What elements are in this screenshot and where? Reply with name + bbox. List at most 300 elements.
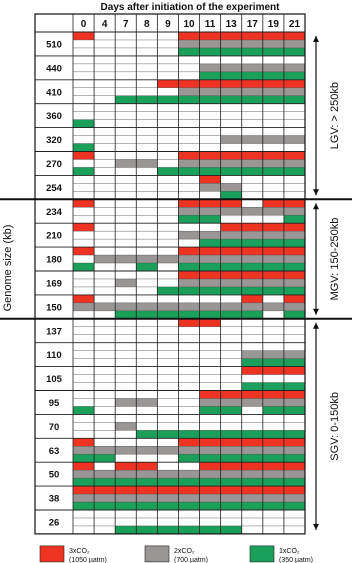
- presence-cell-1x: [178, 502, 199, 510]
- genome-size-label: 137: [46, 326, 62, 338]
- presence-cell-1x: [200, 263, 221, 271]
- presence-cell-3x: [73, 462, 94, 470]
- presence-cell-1x: [200, 72, 221, 80]
- presence-cell-2x: [263, 398, 284, 406]
- genome-size-label: 150: [46, 302, 62, 314]
- empty-cell: [284, 343, 305, 351]
- presence-cell-1x: [263, 48, 284, 56]
- empty-cell: [73, 191, 94, 199]
- presence-cell-2x: [242, 494, 263, 502]
- empty-cell: [178, 183, 199, 191]
- presence-cell-3x: [242, 223, 263, 231]
- legend-swatch: [250, 546, 274, 562]
- empty-cell: [94, 518, 115, 526]
- empty-cell: [94, 279, 115, 287]
- presence-cell-1x: [263, 359, 284, 367]
- empty-cell: [136, 40, 157, 48]
- empty-cell: [94, 430, 115, 438]
- empty-cell: [284, 104, 305, 112]
- empty-cell: [157, 152, 178, 160]
- empty-cell: [73, 159, 94, 167]
- presence-cell-1x: [157, 502, 178, 510]
- empty-cell: [94, 80, 115, 88]
- empty-cell: [157, 438, 178, 446]
- presence-cell-2x: [284, 470, 305, 478]
- empty-cell: [263, 175, 284, 183]
- presence-cell-2x: [73, 446, 94, 454]
- empty-cell: [263, 327, 284, 335]
- presence-cell-3x: [73, 295, 94, 303]
- presence-cell-2x: [284, 136, 305, 144]
- empty-cell: [242, 327, 263, 335]
- empty-cell: [221, 343, 242, 351]
- empty-cell: [136, 383, 157, 391]
- presence-cell-2x: [73, 303, 94, 311]
- empty-cell: [73, 430, 94, 438]
- empty-cell: [136, 80, 157, 88]
- presence-cell-2x: [200, 183, 221, 191]
- presence-cell-1x: [136, 263, 157, 271]
- presence-cell-3x: [221, 80, 242, 88]
- presence-cell-2x: [242, 88, 263, 96]
- empty-cell: [136, 351, 157, 359]
- empty-cell: [115, 391, 136, 399]
- empty-cell: [284, 120, 305, 128]
- presence-cell-1x: [221, 263, 242, 271]
- empty-cell: [94, 327, 115, 335]
- empty-cell: [115, 231, 136, 239]
- empty-cell: [73, 335, 94, 343]
- empty-cell: [94, 191, 115, 199]
- presence-cell-1x: [157, 311, 178, 319]
- presence-cell-2x: [115, 303, 136, 311]
- presence-cell-1x: [242, 72, 263, 80]
- presence-cell-3x: [221, 152, 242, 160]
- empty-cell: [178, 414, 199, 422]
- empty-cell: [94, 414, 115, 422]
- presence-cell-3x: [178, 152, 199, 160]
- empty-cell: [136, 359, 157, 367]
- empty-cell: [263, 104, 284, 112]
- presence-cell-3x: [263, 367, 284, 375]
- presence-cell-3x: [284, 223, 305, 231]
- empty-cell: [115, 112, 136, 120]
- presence-cell-1x: [284, 72, 305, 80]
- presence-cell-1x: [263, 239, 284, 247]
- presence-cell-1x: [73, 120, 94, 128]
- empty-cell: [94, 136, 115, 144]
- presence-cell-2x: [115, 446, 136, 454]
- presence-cell-2x: [200, 40, 221, 48]
- empty-cell: [73, 343, 94, 351]
- presence-cell-2x: [178, 231, 199, 239]
- presence-cell-1x: [200, 287, 221, 295]
- presence-cell-2x: [200, 231, 221, 239]
- empty-cell: [157, 279, 178, 287]
- presence-cell-3x: [242, 32, 263, 40]
- presence-cell-3x: [221, 199, 242, 207]
- presence-cell-1x: [73, 478, 94, 486]
- empty-cell: [115, 335, 136, 343]
- empty-cell: [157, 406, 178, 414]
- empty-cell: [263, 422, 284, 430]
- empty-cell: [115, 239, 136, 247]
- empty-cell: [136, 207, 157, 215]
- empty-cell: [115, 183, 136, 191]
- empty-cell: [157, 239, 178, 247]
- empty-cell: [136, 454, 157, 462]
- presence-cell-3x: [284, 367, 305, 375]
- empty-cell: [178, 359, 199, 367]
- empty-cell: [94, 175, 115, 183]
- presence-cell-2x: [221, 64, 242, 72]
- presence-cell-2x: [284, 398, 305, 406]
- presence-cell-1x: [242, 454, 263, 462]
- presence-cell-3x: [73, 438, 94, 446]
- empty-cell: [73, 255, 94, 263]
- empty-cell: [94, 72, 115, 80]
- empty-cell: [221, 383, 242, 391]
- presence-cell-1x: [242, 359, 263, 367]
- presence-cell-2x: [94, 303, 115, 311]
- empty-cell: [136, 295, 157, 303]
- presence-cell-3x: [221, 486, 242, 494]
- presence-cell-3x: [200, 486, 221, 494]
- presence-cell-3x: [284, 486, 305, 494]
- presence-cell-1x: [221, 48, 242, 56]
- presence-cell-2x: [200, 446, 221, 454]
- presence-cell-1x: [242, 263, 263, 271]
- empty-cell: [136, 136, 157, 144]
- empty-cell: [200, 367, 221, 375]
- presence-cell-2x: [263, 446, 284, 454]
- empty-cell: [284, 175, 305, 183]
- presence-cell-2x: [178, 255, 199, 263]
- empty-cell: [136, 518, 157, 526]
- presence-cell-2x: [200, 279, 221, 287]
- genome-size-label: 110: [46, 350, 62, 362]
- presence-cell-1x: [284, 287, 305, 295]
- presence-cell-3x: [178, 247, 199, 255]
- presence-cell-1x: [284, 263, 305, 271]
- presence-cell-2x: [263, 303, 284, 311]
- empty-cell: [115, 359, 136, 367]
- presence-cell-2x: [221, 494, 242, 502]
- presence-cell-3x: [263, 462, 284, 470]
- presence-cell-3x: [178, 438, 199, 446]
- presence-cell-1x: [200, 167, 221, 175]
- empty-cell: [73, 231, 94, 239]
- presence-cell-1x: [157, 96, 178, 104]
- presence-cell-1x: [73, 144, 94, 152]
- empty-cell: [178, 175, 199, 183]
- empty-cell: [115, 80, 136, 88]
- empty-cell: [94, 239, 115, 247]
- empty-cell: [94, 231, 115, 239]
- empty-cell: [263, 120, 284, 128]
- presence-cell-2x: [136, 159, 157, 167]
- presence-cell-3x: [284, 80, 305, 88]
- empty-cell: [115, 104, 136, 112]
- presence-cell-2x: [242, 279, 263, 287]
- empty-cell: [73, 422, 94, 430]
- empty-cell: [242, 319, 263, 327]
- empty-cell: [242, 56, 263, 64]
- legend-sublabel: (350 µatm): [279, 556, 313, 563]
- empty-cell: [73, 359, 94, 367]
- empty-cell: [94, 391, 115, 399]
- empty-cell: [115, 40, 136, 48]
- genome-size-label: 26: [48, 517, 60, 529]
- presence-cell-3x: [200, 80, 221, 88]
- presence-cell-1x: [178, 48, 199, 56]
- presence-cell-1x: [221, 239, 242, 247]
- empty-cell: [178, 327, 199, 335]
- group-arrow-head: [313, 203, 319, 209]
- presence-cell-1x: [263, 454, 284, 462]
- empty-cell: [284, 510, 305, 518]
- empty-cell: [178, 375, 199, 383]
- empty-cell: [94, 88, 115, 96]
- empty-cell: [284, 422, 305, 430]
- genome-size-label: 210: [46, 230, 62, 242]
- presence-cell-2x: [115, 255, 136, 263]
- empty-cell: [157, 454, 178, 462]
- presence-cell-1x: [242, 383, 263, 391]
- empty-cell: [284, 128, 305, 136]
- empty-cell: [242, 191, 263, 199]
- empty-cell: [221, 327, 242, 335]
- empty-cell: [157, 183, 178, 191]
- day-header: 4: [101, 19, 108, 30]
- empty-cell: [178, 144, 199, 152]
- legend-label: 3xCO₂: [69, 547, 90, 555]
- day-header: 19: [267, 19, 279, 30]
- empty-cell: [115, 351, 136, 359]
- empty-cell: [73, 88, 94, 96]
- presence-cell-1x: [263, 406, 284, 414]
- presence-cell-2x: [242, 136, 263, 144]
- presence-cell-3x: [263, 247, 284, 255]
- presence-cell-3x: [115, 486, 136, 494]
- presence-cell-1x: [73, 406, 94, 414]
- empty-cell: [242, 414, 263, 422]
- presence-cell-1x: [73, 502, 94, 510]
- empty-cell: [200, 518, 221, 526]
- presence-cell-2x: [115, 422, 136, 430]
- presence-cell-3x: [157, 486, 178, 494]
- empty-cell: [115, 367, 136, 375]
- empty-cell: [263, 295, 284, 303]
- presence-cell-1x: [94, 478, 115, 486]
- empty-cell: [263, 183, 284, 191]
- presence-cell-1x: [178, 311, 199, 319]
- empty-cell: [157, 56, 178, 64]
- genome-size-label: 234: [46, 206, 62, 218]
- empty-cell: [94, 128, 115, 136]
- presence-cell-2x: [284, 446, 305, 454]
- empty-cell: [94, 199, 115, 207]
- presence-cell-2x: [115, 279, 136, 287]
- presence-cell-2x: [94, 446, 115, 454]
- empty-cell: [221, 510, 242, 518]
- group-arrow-head: [313, 36, 319, 42]
- empty-cell: [94, 32, 115, 40]
- presence-cell-3x: [115, 462, 136, 470]
- presence-cell-2x: [221, 40, 242, 48]
- empty-cell: [157, 215, 178, 223]
- presence-cell-1x: [242, 167, 263, 175]
- empty-cell: [136, 215, 157, 223]
- empty-cell: [221, 112, 242, 120]
- presence-cell-1x: [263, 167, 284, 175]
- day-header: 0: [80, 19, 87, 30]
- empty-cell: [136, 88, 157, 96]
- presence-cell-3x: [136, 462, 157, 470]
- presence-cell-3x: [263, 152, 284, 160]
- empty-cell: [221, 175, 242, 183]
- legend: [40, 546, 313, 563]
- presence-cell-3x: [284, 462, 305, 470]
- presence-cell-2x: [284, 494, 305, 502]
- empty-cell: [263, 343, 284, 351]
- empty-cell: [221, 144, 242, 152]
- empty-cell: [200, 56, 221, 64]
- presence-cell-3x: [284, 152, 305, 160]
- presence-cell-1x: [200, 454, 221, 462]
- presence-cell-2x: [136, 398, 157, 406]
- empty-cell: [94, 383, 115, 391]
- empty-cell: [178, 335, 199, 343]
- presence-cell-3x: [178, 32, 199, 40]
- presence-cell-2x: [200, 494, 221, 502]
- presence-cell-2x: [263, 207, 284, 215]
- presence-cell-3x: [284, 199, 305, 207]
- presence-cell-2x: [178, 303, 199, 311]
- empty-cell: [157, 64, 178, 72]
- empty-cell: [73, 391, 94, 399]
- empty-cell: [200, 295, 221, 303]
- empty-cell: [73, 207, 94, 215]
- presence-cell-2x: [221, 88, 242, 96]
- presence-cell-2x: [178, 446, 199, 454]
- presence-cell-2x: [73, 470, 94, 478]
- presence-cell-1x: [284, 48, 305, 56]
- empty-cell: [178, 422, 199, 430]
- presence-cell-1x: [221, 287, 242, 295]
- group-arrow-head: [313, 189, 319, 195]
- empty-cell: [73, 112, 94, 120]
- chart-title: Days after initiation of the experiment: [100, 2, 280, 13]
- empty-cell: [178, 295, 199, 303]
- presence-cell-3x: [200, 462, 221, 470]
- group-label: LGV: > 250kb: [329, 82, 341, 150]
- empty-cell: [178, 383, 199, 391]
- empty-cell: [178, 191, 199, 199]
- presence-cell-3x: [200, 32, 221, 40]
- genome-size-label: 360: [46, 111, 62, 123]
- empty-cell: [94, 438, 115, 446]
- empty-cell: [136, 167, 157, 175]
- presence-cell-1x: [178, 430, 199, 438]
- presence-cell-1x: [200, 48, 221, 56]
- group-arrow-head: [313, 524, 319, 530]
- presence-cell-1x: [263, 502, 284, 510]
- presence-cell-1x: [221, 502, 242, 510]
- empty-cell: [94, 263, 115, 271]
- empty-cell: [136, 144, 157, 152]
- presence-cell-3x: [178, 271, 199, 279]
- empty-cell: [73, 136, 94, 144]
- presence-cell-3x: [221, 223, 242, 231]
- presence-cell-2x: [136, 303, 157, 311]
- presence-cell-3x: [200, 175, 221, 183]
- genome-size-label: 38: [48, 493, 60, 505]
- presence-cell-3x: [178, 80, 199, 88]
- presence-cell-2x: [263, 159, 284, 167]
- empty-cell: [94, 462, 115, 470]
- presence-cell-2x: [263, 231, 284, 239]
- empty-cell: [94, 183, 115, 191]
- empty-cell: [221, 414, 242, 422]
- presence-cell-3x: [200, 438, 221, 446]
- presence-cell-3x: [200, 152, 221, 160]
- presence-cell-2x: [242, 159, 263, 167]
- presence-cell-1x: [284, 406, 305, 414]
- empty-cell: [73, 518, 94, 526]
- empty-cell: [157, 351, 178, 359]
- empty-cell: [94, 104, 115, 112]
- empty-cell: [157, 343, 178, 351]
- presence-cell-3x: [200, 271, 221, 279]
- presence-cell-3x: [200, 391, 221, 399]
- presence-cell-1x: [221, 430, 242, 438]
- empty-cell: [136, 112, 157, 120]
- presence-cell-1x: [178, 454, 199, 462]
- empty-cell: [263, 311, 284, 319]
- presence-cell-3x: [242, 462, 263, 470]
- empty-cell: [94, 112, 115, 120]
- presence-cell-1x: [221, 96, 242, 104]
- presence-cell-3x: [263, 223, 284, 231]
- presence-cell-2x: [284, 303, 305, 311]
- presence-cell-1x: [115, 478, 136, 486]
- presence-cell-1x: [178, 478, 199, 486]
- empty-cell: [242, 343, 263, 351]
- presence-cell-3x: [242, 247, 263, 255]
- empty-cell: [221, 56, 242, 64]
- empty-cell: [263, 56, 284, 64]
- presence-cell-3x: [263, 438, 284, 446]
- empty-cell: [115, 406, 136, 414]
- presence-cell-2x: [263, 351, 284, 359]
- presence-cell-3x: [263, 271, 284, 279]
- empty-cell: [136, 56, 157, 64]
- empty-cell: [115, 88, 136, 96]
- empty-cell: [242, 526, 263, 534]
- presence-cell-1x: [200, 239, 221, 247]
- presence-cell-1x: [263, 263, 284, 271]
- presence-cell-2x: [263, 88, 284, 96]
- genome-size-label: 50: [48, 469, 60, 481]
- presence-cell-2x: [242, 207, 263, 215]
- legend-sublabel: (700 µatm): [174, 556, 208, 563]
- presence-cell-2x: [200, 470, 221, 478]
- empty-cell: [73, 271, 94, 279]
- empty-cell: [178, 64, 199, 72]
- empty-cell: [221, 422, 242, 430]
- empty-cell: [73, 319, 94, 327]
